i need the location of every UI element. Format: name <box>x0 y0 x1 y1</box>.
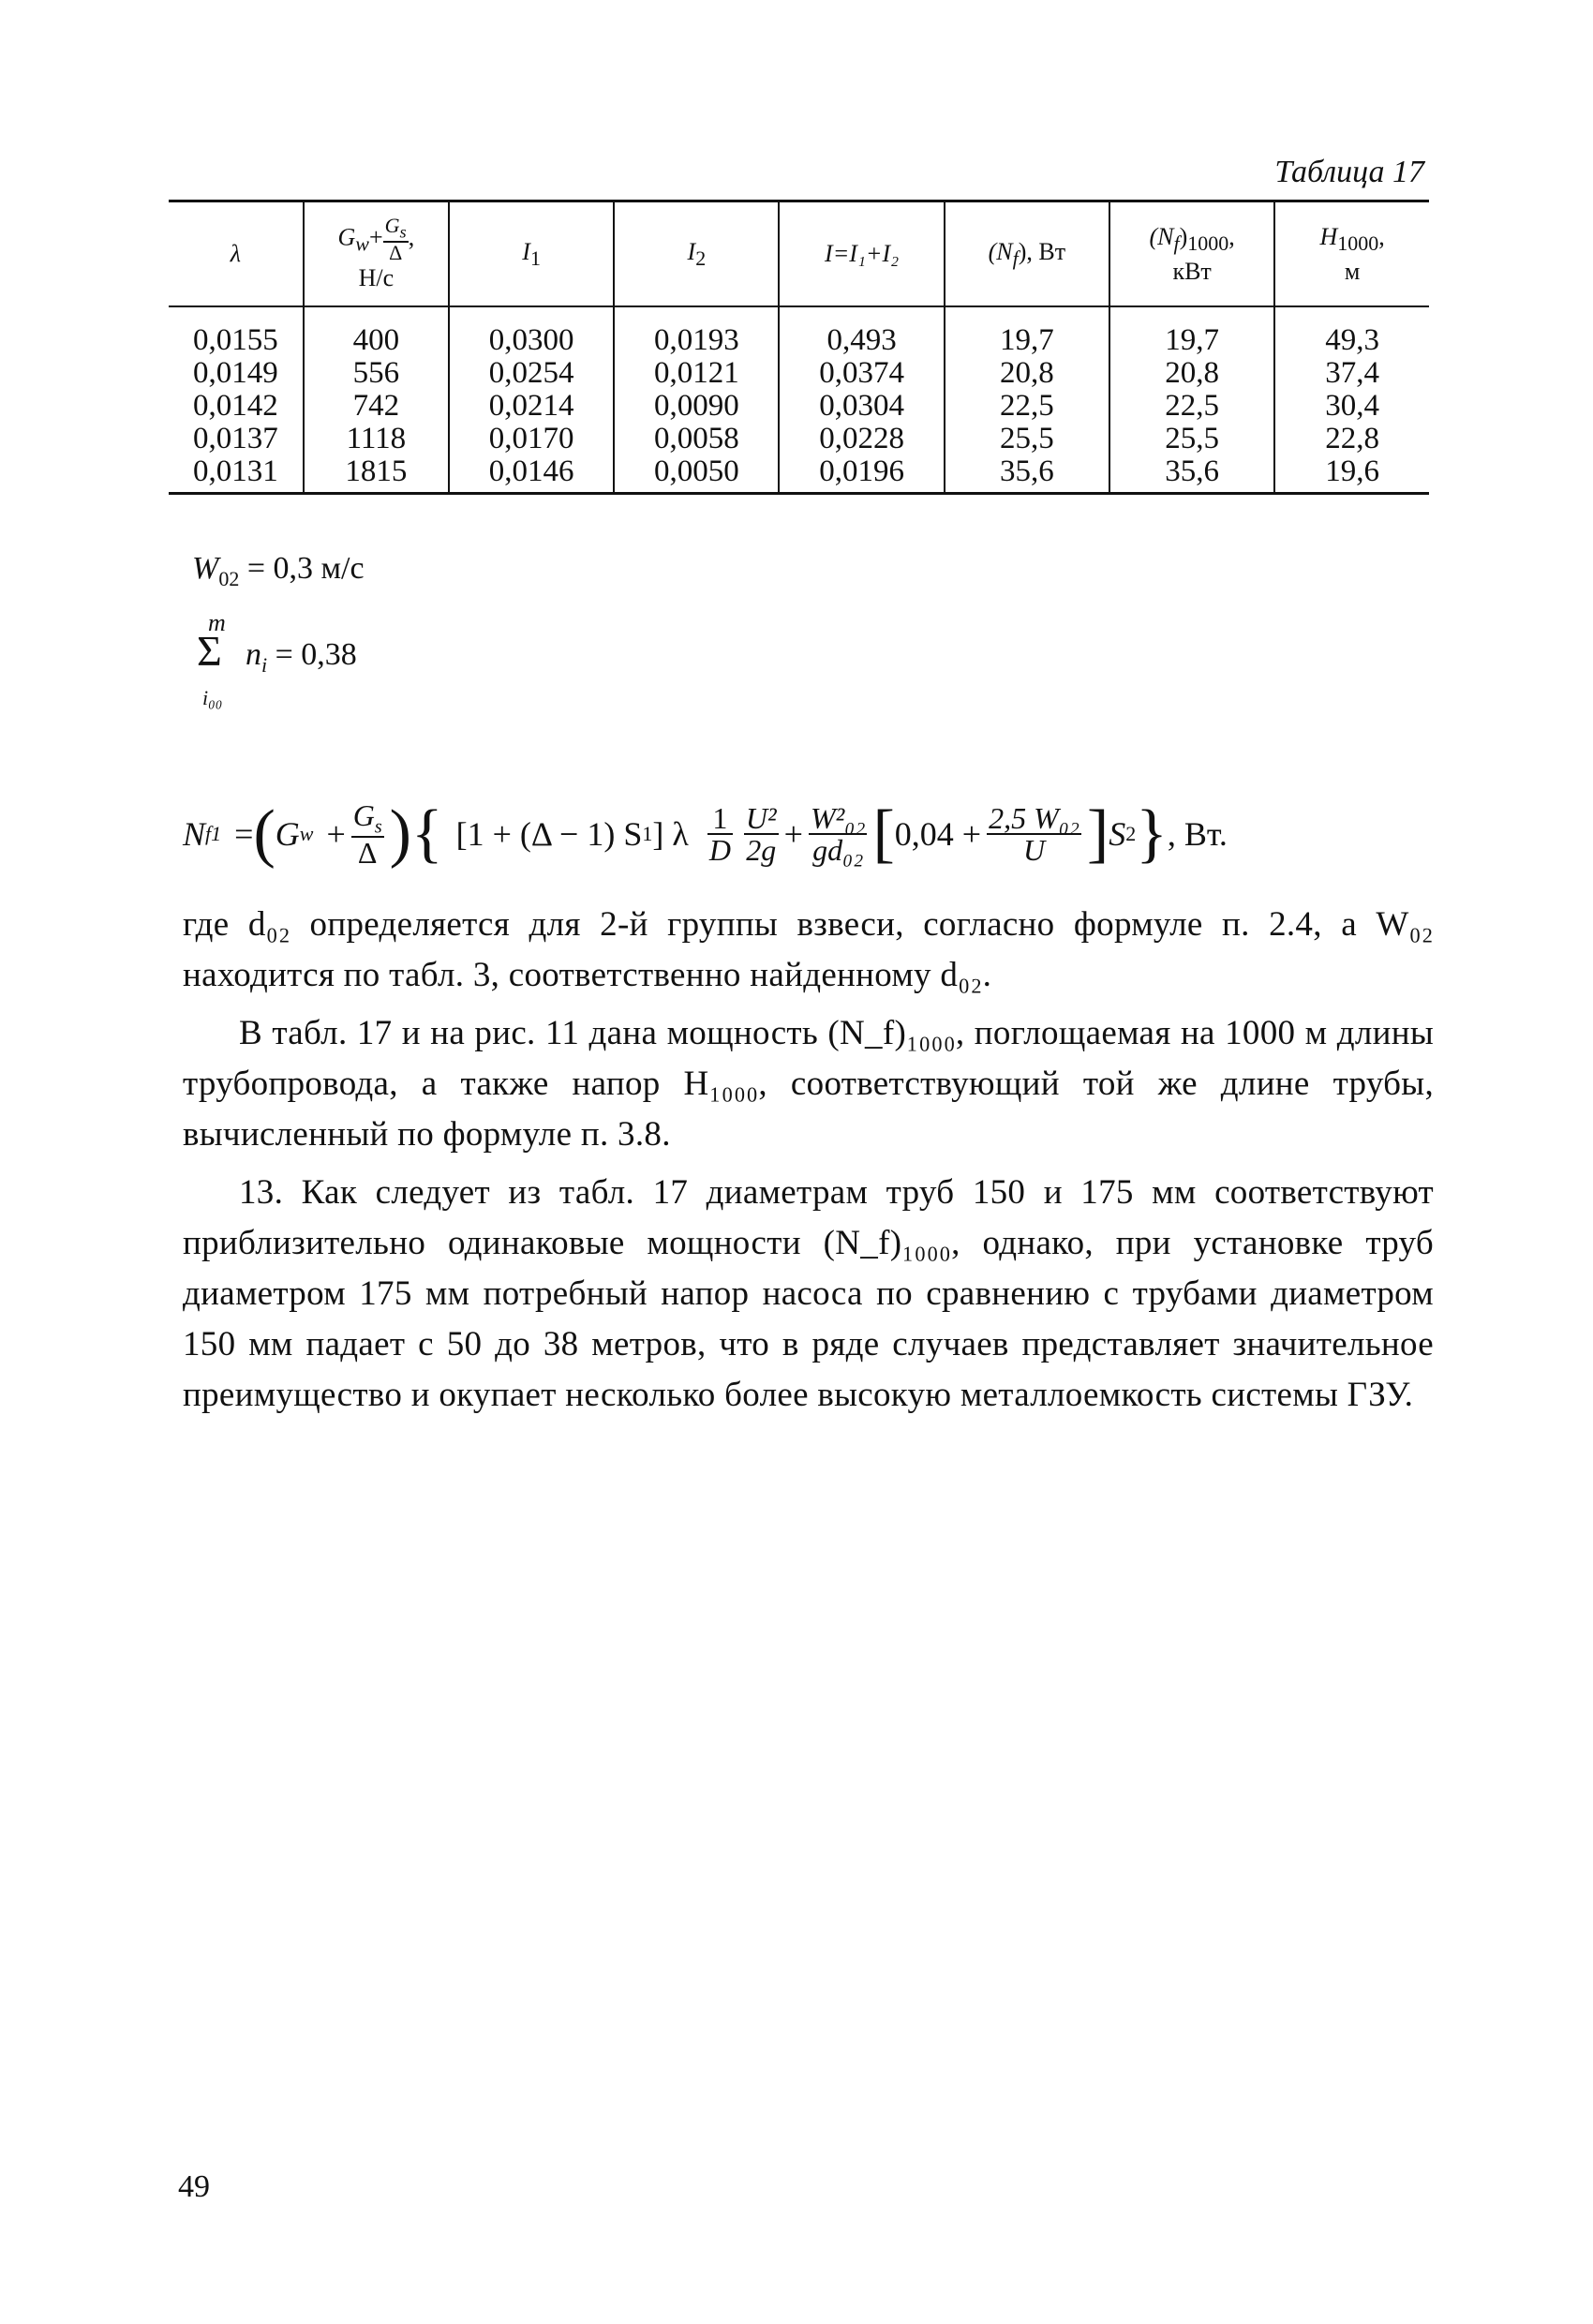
paragraph-power: В табл. 17 и на рис. 11 дана мощность (N_f)₁₀₀₀, поглощаемая на 1000 м длины трубопровода, а также напор H₁₀₀₀, соответствующий той же длине трубы, вычисленный по формуле п. 3.8. <box>183 1014 1434 1154</box>
velocity-given: $W_{02} = 0,3$ м/с <box>192 551 365 590</box>
power-formula: N f1 = ( G w + $\frac{G_s}{\Delta}$ ) { [1 + (Δ − 1) S 1 ] λ $\frac{1}{D}$ $\frac{\text{U²}}{2g}$ + $\frac{\text{W²₀₂}}{\text{gd₀₂}}$ [ 0,04 + $\frac{\text{2,5 W₀₂}}{U}$ ] S 2 } , Вт. <box>183 797 1228 871</box>
table-row: 0,0137 1118 0,0170 0,0058 0,0228 25,5 25,5 22,8 <box>169 423 1429 455</box>
table-header-row <box>169 201 1429 307</box>
header-i1: $I_1$ <box>449 201 614 307</box>
table-row: 0,0131 1815 0,0146 0,0050 0,0196 35,6 35,6 19,6 <box>169 455 1429 494</box>
table-row: 0,0142 742 0,0214 0,0090 0,0304 22,5 22,5 30,4 <box>169 390 1429 423</box>
table-row: 0,0149 556 0,0254 0,0121 0,0374 20,8 20,8 37,4 <box>169 357 1429 390</box>
table-caption: Таблица 17 <box>1274 155 1424 189</box>
paragraph-comparison: 13. Как следует из табл. 17 диаметрам труб 150 и 175 мм соответствуют приблизительно одинаковые мощности (N_f)₁₀₀₀, однако, при установке труб диаметром 175 мм потребный напор насоса по сравнению с трубами диаметром 150 мм падает с 50 до 38 метров, что в ряде случаев представляет значительное преимущество и окупает несколько более высокую металлоемкость системы ГЗУ. <box>183 1173 1434 1414</box>
header-nf-1000: $(N_f)_{1000}$, кВт <box>1109 201 1274 307</box>
sum-given: m Σ i₀₀ $n_i = 0,38$ <box>197 609 357 709</box>
header-lambda: λ <box>169 201 304 307</box>
body-text <box>183 900 1434 1428</box>
header-nf: $(N_f)$, Вт <box>945 201 1109 307</box>
data-table <box>169 200 1429 495</box>
sum-sign: Σ <box>197 627 222 675</box>
header-h1000: $H_{1000}$, м <box>1274 201 1429 307</box>
table-row: 0,0155 400 0,0300 0,0193 0,493 19,7 19,7 49,3 <box>169 306 1429 357</box>
paragraph-definitions: где d₀₂ определяется для 2-й группы взвеси, согласно формуле п. 2.4, а W₀₂ находится по табл. 3, соответственно найденному d₀₂. <box>183 905 1434 994</box>
header-flow: $G_w+$ $\frac{G_s}{\Delta}$ , Н/с <box>304 201 449 307</box>
header-i2: $I_2$ <box>614 201 779 307</box>
header-i-total: I=I₁+I₂ <box>779 201 944 307</box>
page-number: 49 <box>178 2169 210 2204</box>
